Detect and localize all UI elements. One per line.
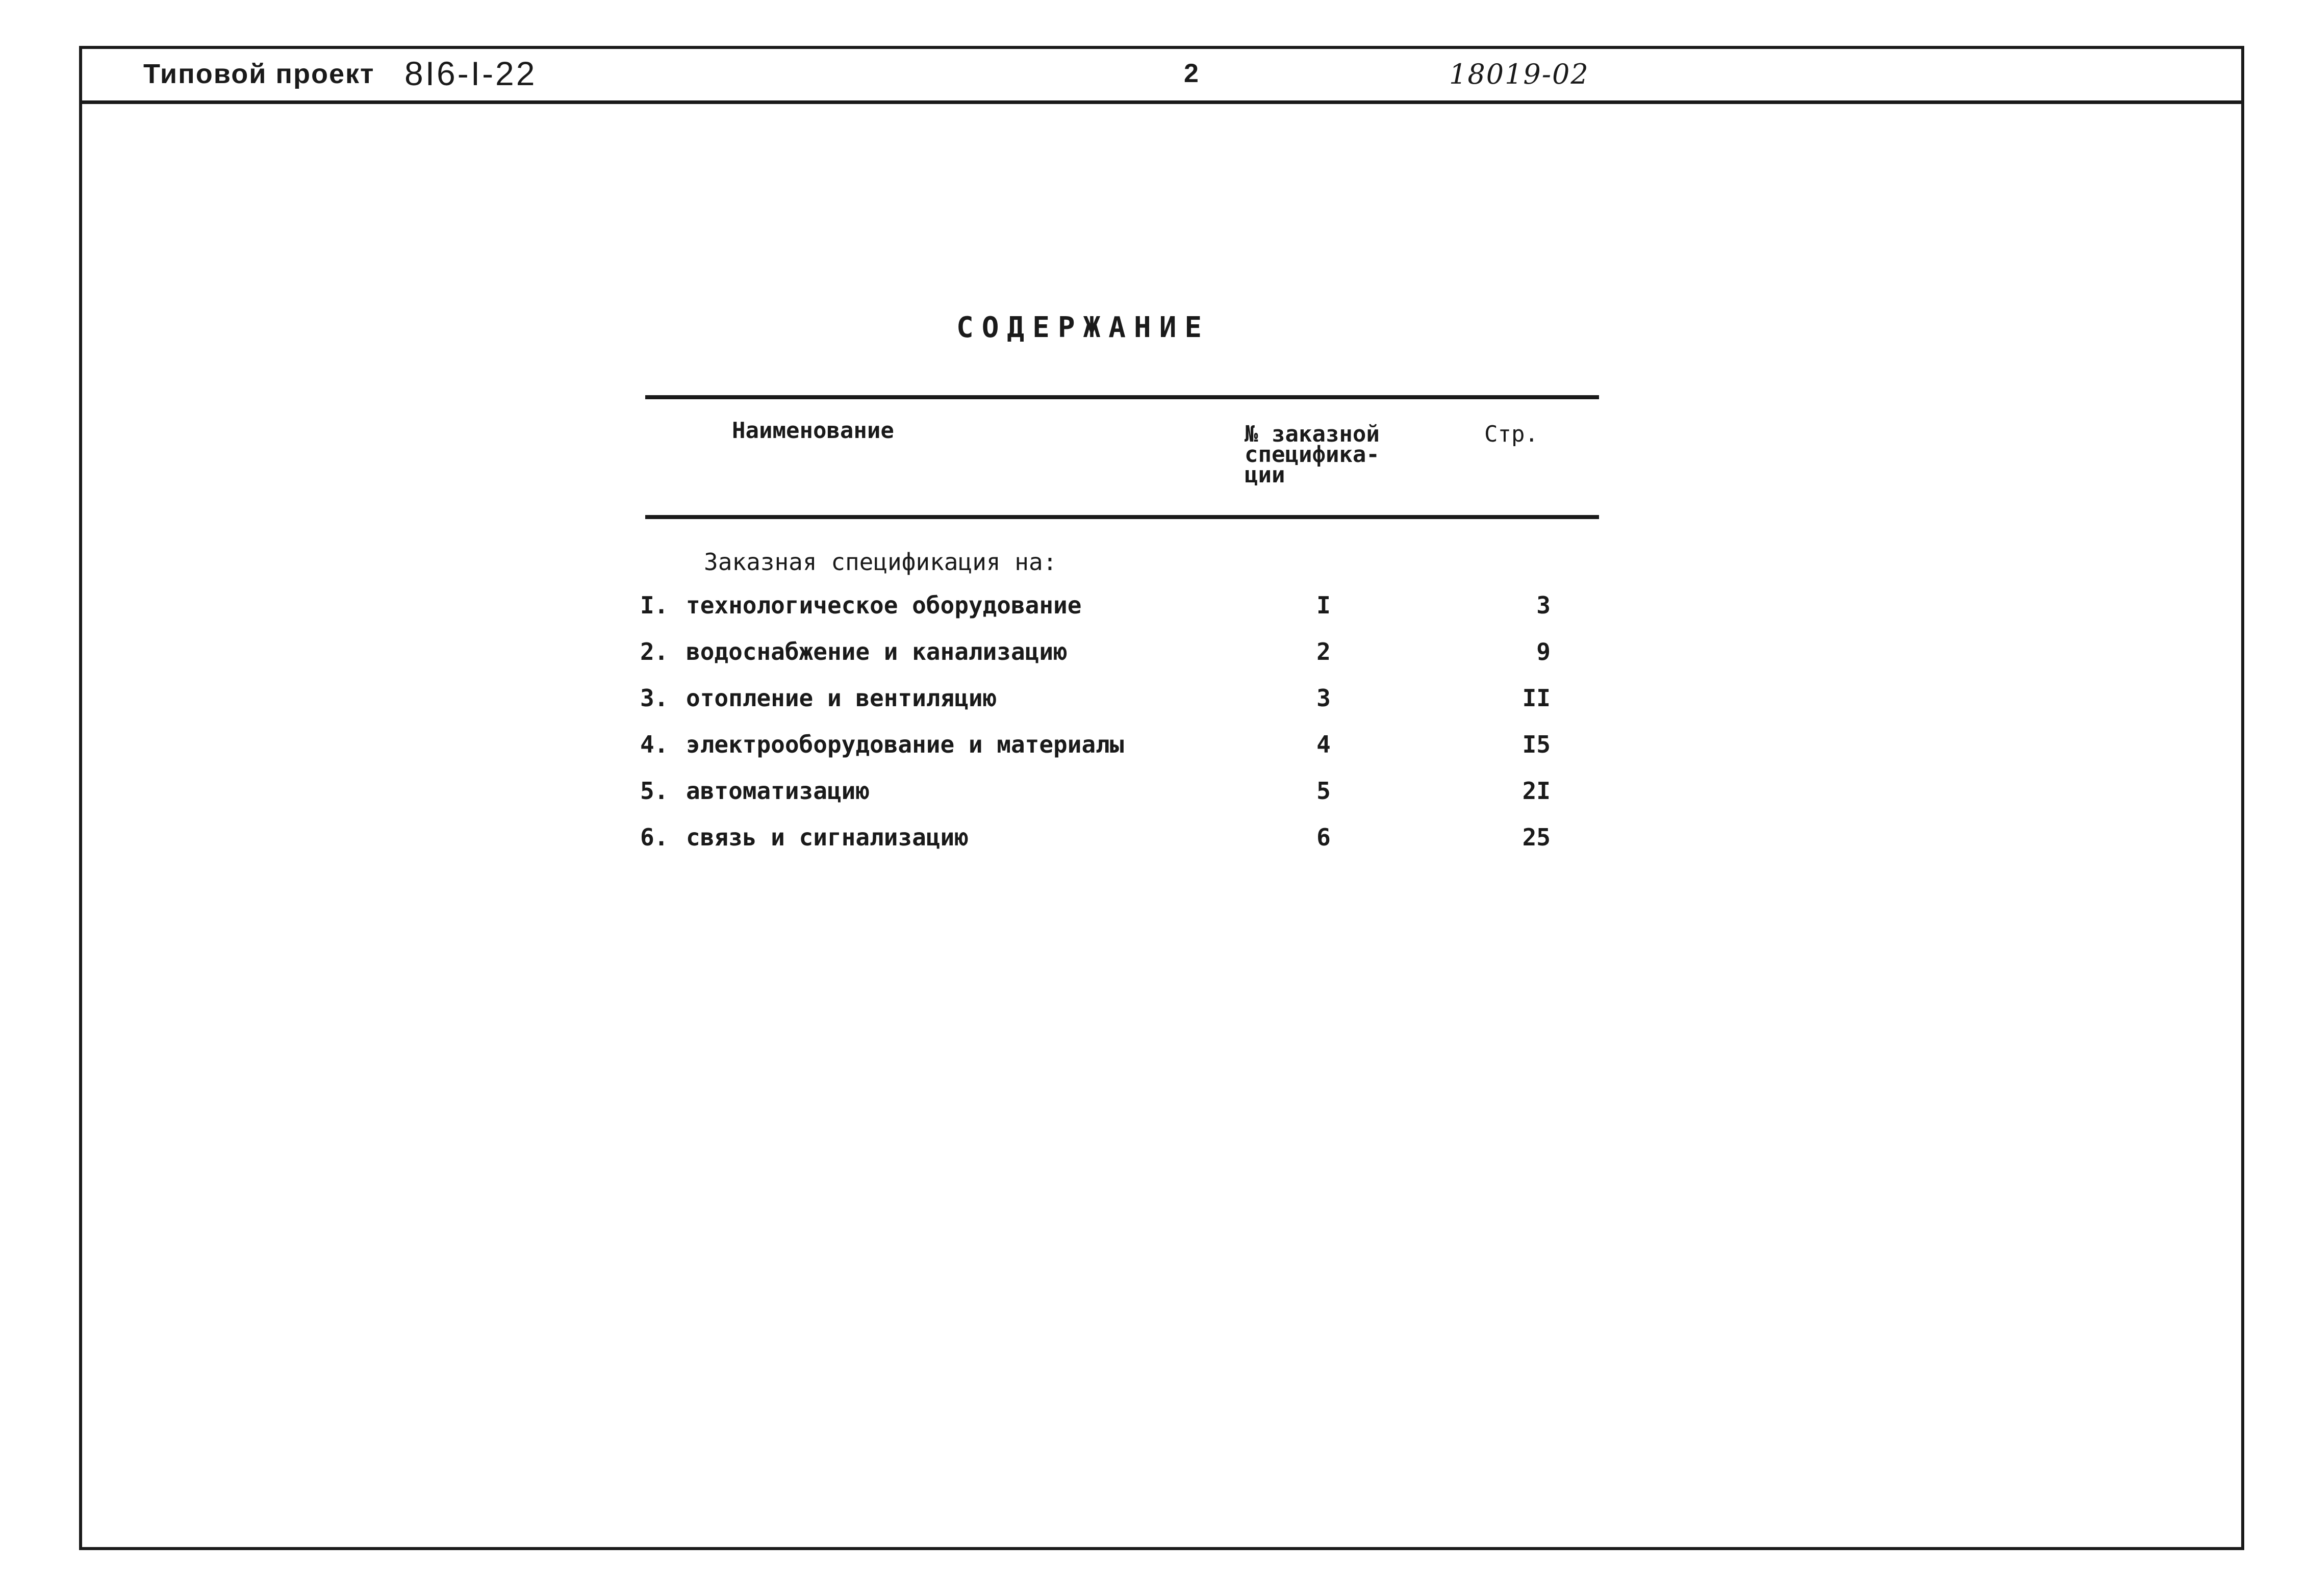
column-header-name: Наименование xyxy=(732,418,894,444)
page-number: 2 xyxy=(1184,59,1200,88)
table-row xyxy=(640,731,1568,761)
row-number: 4. xyxy=(640,731,669,758)
row-page: 25 xyxy=(1522,823,1551,851)
row-page: 9 xyxy=(1536,638,1551,665)
section-intro: Заказная спецификация на: xyxy=(704,548,1057,576)
table-row xyxy=(640,777,1568,808)
page-title: СОДЕРЖАНИЕ xyxy=(956,311,1210,344)
row-spec-number: 5 xyxy=(1316,777,1331,805)
row-number: I. xyxy=(640,591,669,619)
row-number: 5. xyxy=(640,777,669,805)
document-code: 18019-02 xyxy=(1449,58,1589,90)
column-header-page: Стр. xyxy=(1484,421,1538,447)
row-spec-number: 4 xyxy=(1316,731,1331,758)
row-name: отопление и вентиляцию xyxy=(686,684,997,712)
table-row xyxy=(640,638,1568,668)
row-page: 2I xyxy=(1522,777,1551,805)
row-spec-number: 6 xyxy=(1316,823,1331,851)
row-page: 3 xyxy=(1536,591,1551,619)
row-number: 6. xyxy=(640,823,669,851)
row-spec-number: I xyxy=(1316,591,1331,619)
title-block-strip xyxy=(82,49,2241,104)
row-name: водоснабжение и канализацию xyxy=(686,638,1068,665)
table-row xyxy=(640,823,1568,854)
row-spec-number: 3 xyxy=(1316,684,1331,712)
project-number: 8I6-I-22 xyxy=(404,55,537,92)
row-name: автоматизацию xyxy=(686,777,870,805)
table-header-rule xyxy=(645,515,1599,519)
table-row xyxy=(640,684,1568,715)
row-page: I5 xyxy=(1522,731,1551,758)
row-number: 2. xyxy=(640,638,669,665)
column-header-spec-number: № заказной специфика- ции xyxy=(1245,421,1380,488)
row-spec-number: 2 xyxy=(1316,638,1331,665)
row-name: связь и сигнализацию xyxy=(686,823,969,851)
row-name: технологическое оборудование xyxy=(686,591,1082,619)
row-page: II xyxy=(1522,684,1551,712)
row-name: электрооборудование и материалы xyxy=(686,731,1124,758)
project-label: Типовой проект xyxy=(143,59,375,89)
table-row xyxy=(640,591,1568,622)
row-number: 3. xyxy=(640,684,669,712)
table-top-rule xyxy=(645,395,1599,399)
